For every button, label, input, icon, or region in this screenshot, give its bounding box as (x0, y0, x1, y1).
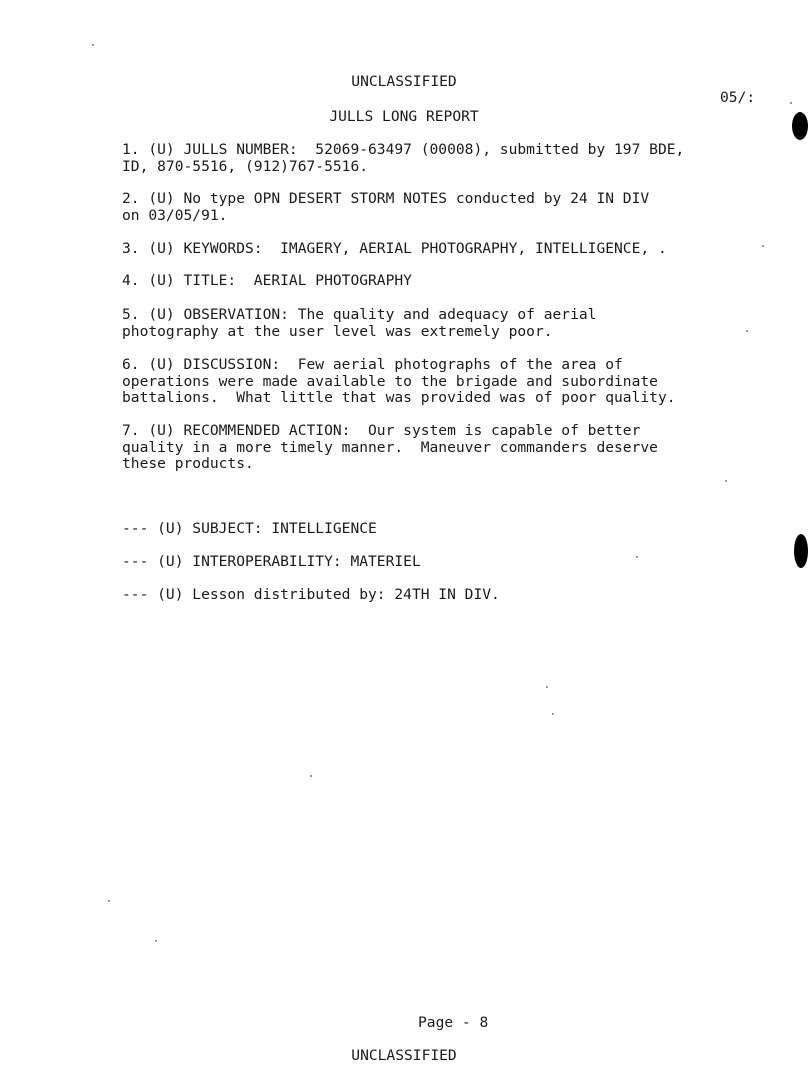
paragraph-recommended-action (122, 423, 782, 473)
date-fragment: 05/: (720, 89, 756, 106)
paragraph-line: 6. (U) DISCUSSION: Few aerial photographs of the area of (122, 356, 623, 373)
scan-speck (155, 940, 157, 942)
scan-speck (108, 900, 110, 902)
page-number: Page - 8 (418, 1014, 489, 1031)
paragraph-keywords (122, 241, 782, 258)
subject-line: --- (U) SUBJECT: INTELLIGENCE (122, 520, 377, 537)
scan-speck (746, 330, 748, 332)
scan-speck (790, 102, 792, 104)
binder-hole-mark (792, 112, 808, 140)
paragraph-line: 2. (U) No type OPN DESERT STORM NOTES conducted by 24 IN DIV (122, 190, 650, 207)
classification-footer: UNCLASSIFIED (351, 1047, 457, 1064)
paragraph-line: battalions. What little that was provided was of poor quality. (122, 389, 676, 407)
paragraph-line: operations were made available to the brigade and subordinate (122, 372, 658, 390)
classification-header: UNCLASSIFIED (351, 73, 457, 90)
paragraph-line: ID, 870-5516, (912)767-5516. (122, 157, 369, 175)
paragraph-line: photography at the user level was extremely poor. (122, 322, 553, 340)
distribution-line: --- (U) Lesson distributed by: 24TH IN DIV. (122, 586, 500, 603)
paragraph-discussion (122, 357, 782, 407)
scan-speck (552, 713, 554, 715)
paragraph-line: 5. (U) OBSERVATION: The quality and adequacy of aerial (122, 306, 597, 323)
scan-speck (636, 556, 638, 558)
paragraph-observation (122, 307, 782, 340)
scan-speck (310, 775, 312, 777)
scan-speck (92, 44, 94, 46)
report-title: JULLS LONG REPORT (329, 108, 479, 125)
paragraph-line: 1. (U) JULLS NUMBER: 52069-63497 (00008), submitted by 197 BDE, (122, 141, 685, 158)
paragraph-julls-number (122, 142, 782, 175)
paragraph-line: 3. (U) KEYWORDS: IMAGERY, AERIAL PHOTOGRAPHY, INTELLIGENCE, . (122, 240, 667, 257)
paragraph-type (122, 191, 782, 224)
paragraph-line: on 03/05/91. (122, 206, 228, 224)
binder-hole-mark (794, 534, 808, 568)
paragraph-title (122, 273, 782, 290)
paragraph-line: quality in a more timely manner. Maneuver commanders deserve (122, 438, 658, 456)
paragraph-line: these products. (122, 455, 254, 473)
scan-speck (546, 686, 548, 688)
paragraph-line: 4. (U) TITLE: AERIAL PHOTOGRAPHY (122, 272, 412, 289)
interoperability-line: --- (U) INTEROPERABILITY: MATERIEL (122, 553, 421, 570)
paragraph-line: 7. (U) RECOMMENDED ACTION: Our system is capable of better (122, 422, 641, 439)
scan-speck (762, 245, 764, 247)
scan-speck (725, 480, 727, 482)
